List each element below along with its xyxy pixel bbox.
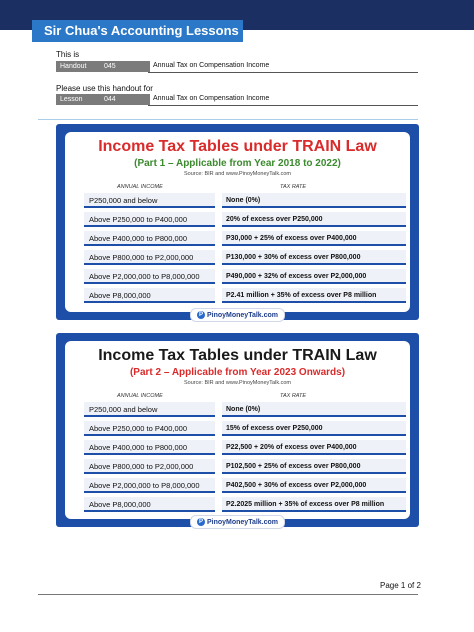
tax-rate: P130,000 + 30% of excess over P800,000 bbox=[222, 250, 406, 265]
col-header-income: ANNUAL INCOME bbox=[117, 184, 163, 190]
col-header-rate: TAX RATE bbox=[280, 393, 307, 399]
income-bracket: P250,000 and below bbox=[84, 193, 215, 208]
tax-table-panel bbox=[65, 341, 410, 519]
tax-rate: P22,500 + 20% of excess over P400,000 bbox=[222, 440, 406, 455]
logo-badge bbox=[56, 511, 419, 529]
tax-table-panel bbox=[65, 132, 410, 312]
tax-rate: 20% of excess over P250,000 bbox=[222, 212, 406, 227]
income-bracket: Above P400,000 to P800,000 bbox=[84, 440, 215, 455]
table-title: Income Tax Tables under TRAIN Law bbox=[98, 347, 377, 364]
tax-rate: P2.2025 million + 35% of excess over P8 million bbox=[222, 497, 406, 512]
tax-rate: P490,000 + 32% of excess over P2,000,000 bbox=[222, 269, 406, 284]
income-bracket: P250,000 and below bbox=[84, 402, 215, 417]
lesson-title: Annual Tax on Compensation Income bbox=[153, 95, 270, 102]
income-bracket: Above P800,000 to P2,000,000 bbox=[84, 459, 215, 474]
table-source: Source: BIR and www.PinoyMoneyTalk.com bbox=[184, 171, 291, 177]
tax-rate: P30,000 + 25% of excess over P400,000 bbox=[222, 231, 406, 246]
tax-rate: P102,500 + 25% of excess over P800,000 bbox=[222, 459, 406, 474]
lesson-number: 044 bbox=[100, 94, 150, 105]
income-bracket: Above P8,000,000 bbox=[84, 497, 215, 512]
table-subtitle: (Part 2 – Applicable from Year 2023 Onwards) bbox=[129, 367, 346, 378]
income-bracket: Above P2,000,000 to P8,000,000 bbox=[84, 269, 215, 284]
coin-icon: P bbox=[198, 312, 203, 319]
income-bracket: Above P800,000 to P2,000,000 bbox=[84, 250, 215, 265]
coin-icon: P bbox=[198, 519, 203, 526]
logo-badge bbox=[56, 304, 419, 322]
tax-table-card-part2 bbox=[56, 333, 419, 527]
tax-table-card-part1 bbox=[56, 124, 419, 320]
tax-rate: 15% of excess over P250,000 bbox=[222, 421, 406, 436]
income-bracket: Above P8,000,000 bbox=[84, 288, 215, 303]
table-title: Income Tax Tables under TRAIN Law bbox=[98, 138, 377, 155]
col-header-rate: TAX RATE bbox=[280, 184, 307, 190]
logo-text: PinoyMoneyTalk.com bbox=[206, 519, 279, 526]
footer-rule bbox=[38, 594, 418, 595]
handout-label: Handout bbox=[56, 61, 102, 72]
tax-rate: None (0%) bbox=[222, 193, 406, 208]
logo-text: PinoyMoneyTalk.com bbox=[206, 312, 279, 319]
page-header-title: Sir Chua's Accounting Lessons PH bbox=[32, 20, 243, 42]
table-subtitle: (Part 1 – Applicable from Year 2018 to 2022) bbox=[134, 158, 341, 169]
tax-rate: P402,500 + 30% of excess over P2,000,000 bbox=[222, 478, 406, 493]
table-source: Source: BIR and www.PinoyMoneyTalk.com bbox=[184, 380, 291, 386]
col-header-income: ANNUAL INCOME bbox=[117, 393, 163, 399]
this-is-label: This is bbox=[56, 50, 80, 59]
handout-number: 045 bbox=[100, 61, 150, 72]
please-use-label: Please use this handout for bbox=[56, 84, 153, 93]
handout-title: Annual Tax on Compensation Income bbox=[153, 62, 270, 69]
lesson-label: Lesson bbox=[56, 94, 102, 105]
income-bracket: Above P250,000 to P400,000 bbox=[84, 421, 215, 436]
lesson-underline bbox=[148, 105, 418, 106]
section-divider bbox=[38, 119, 418, 120]
handout-underline bbox=[148, 72, 418, 73]
income-bracket: Above P400,000 to P800,000 bbox=[84, 231, 215, 246]
tax-rate: None (0%) bbox=[222, 402, 406, 417]
page-number: Page 1 of 2 bbox=[380, 581, 421, 590]
income-bracket: Above P2,000,000 to P8,000,000 bbox=[84, 478, 215, 493]
income-bracket: Above P250,000 to P400,000 bbox=[84, 212, 215, 227]
tax-rate: P2.41 million + 35% of excess over P8 million bbox=[222, 288, 406, 303]
